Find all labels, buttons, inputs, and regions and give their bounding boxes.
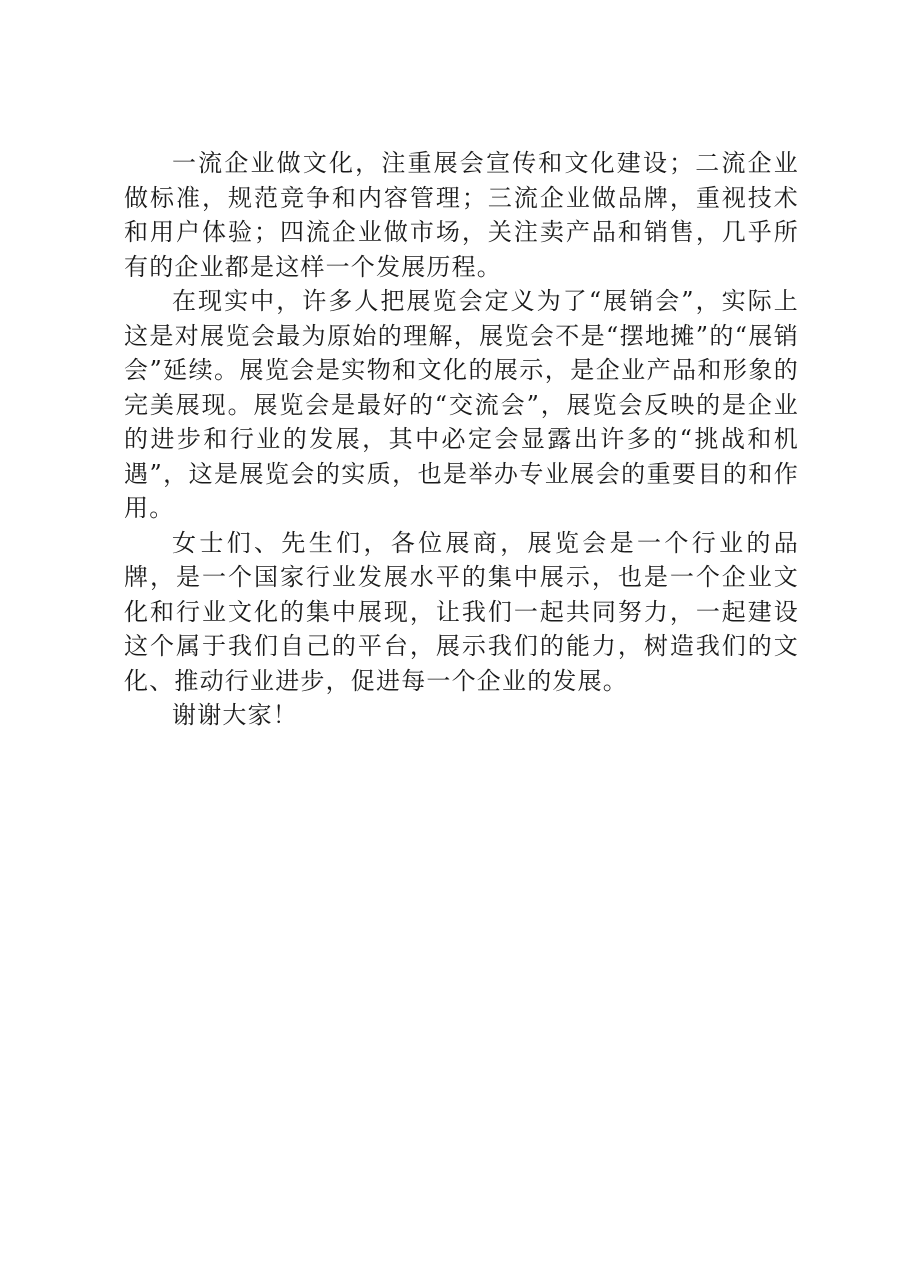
paragraph-tiers-of-enterprises: 一流企业做文化，注重展会宣传和文化建设；二流企业做标准，规范竞争和内容管理；三流企业做品牌，重视技术和用户体验；四流企业做市场，关注卖产品和销售，几乎所有的企业都是这样一个发展历程。 (124, 149, 799, 281)
paragraph-thanks: 谢谢大家！ (172, 701, 298, 729)
document-body (124, 146, 799, 733)
paragraph-call-to-action: 女士们、先生们，各位展商，展览会是一个行业的品牌，是一个国家行业发展水平的集中展示，也是一个企业文化和行业文化的集中展现，让我们一起共同努力，一起建设这个属于我们自己的平台，展示我们的能力，树造我们的文化、推动行业进步，促进每一个企业的发展。 (124, 528, 799, 695)
paragraph-exhibition-meaning: 在现实中，许多人把展览会定义为了“展销会”，实际上这是对展览会最为原始的理解，展览会不是“摆地摊”的“展销会”延续。展览会是实物和文化的展示，是企业产品和形象的完美展现。展览会是最好的“交流会”，展览会反映的是企业的进步和行业的发展，其中必定会显露出许多的“挑战和机遇”，这是展览会的实质，也是举办专业展会的重要目的和作用。 (124, 287, 799, 522)
